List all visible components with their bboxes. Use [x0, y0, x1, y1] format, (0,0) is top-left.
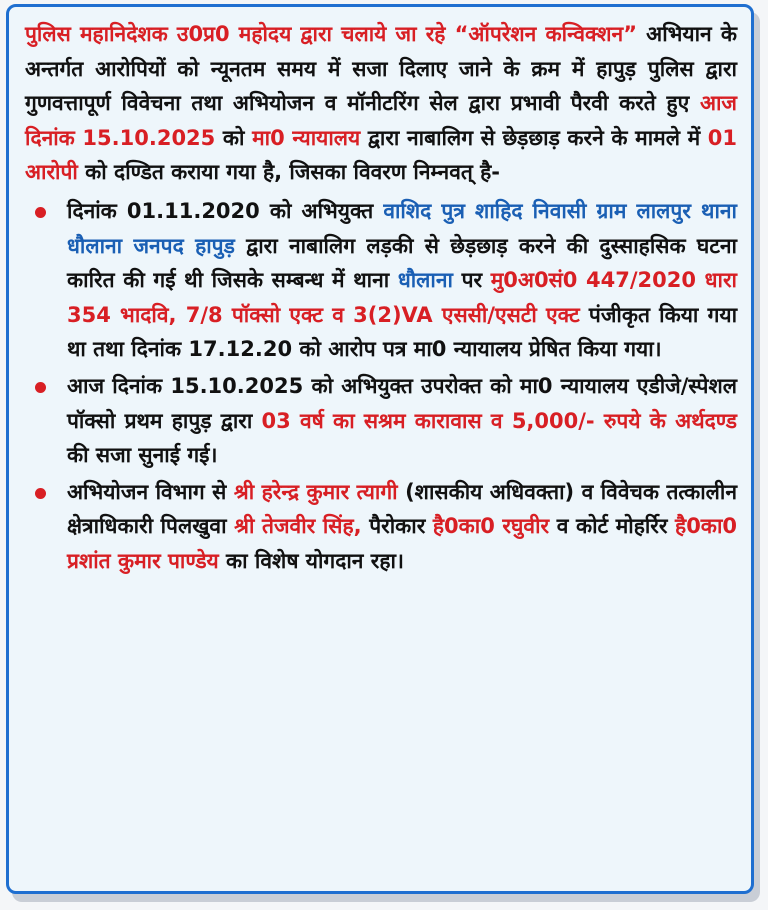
item-text: पर	[452, 268, 491, 293]
item-text: (शासकीय अधिवक्ता) व विवेचक तत्कालीन क्षेत्राधिकारी पिलखुवा	[67, 479, 737, 539]
details-list	[25, 194, 737, 579]
intro-operation-title: पुलिस महानिदेशक उ0प्र0 महोदय द्वारा चलाये जा रहे “ऑपरेशन कन्विक्शन”	[25, 22, 638, 46]
item-text: आज दिनांक 15.10.2025 को अभियुक्त उपरोक्त को मा0 न्यायालय एडीजे/स्पेशल पॉक्सो प्रथम हापुड़ द्वारा	[67, 373, 737, 433]
item-text: पंजीकृत किया गया था तथा दिनांक 17.12.20 को आरोप पत्र मा0 न्यायालय प्रेषित किया गया।	[67, 302, 738, 362]
intro-court: मा0 न्यायालय	[252, 125, 361, 150]
press-note-card	[6, 4, 754, 894]
item-text: अभियोजन विभाग से	[67, 479, 234, 504]
intro-text: को दण्डित कराया गया है, जिसका विवरण निम्नवत् है-	[77, 160, 501, 185]
item-text: पैरोकार	[361, 514, 433, 539]
intro-text: को	[215, 125, 253, 150]
sentence-details: 03 वर्ष का सश्रम कारावास व 5,000/- रुपये के अर्थदण्ड	[261, 408, 737, 433]
bullet-icon	[35, 207, 46, 218]
pairokar-name: है0का0 रघुवीर	[432, 514, 550, 539]
item-text: की सजा सुनाई गई।	[67, 443, 218, 468]
list-item	[25, 475, 737, 579]
intro-text: द्वारा नाबालिग से छेड़छाड़ करने के मामले में	[360, 125, 708, 150]
intro-paragraph	[25, 17, 737, 190]
court-moharrir-name: है0का0 प्रशांत कुमार पाण्डेय	[67, 514, 737, 573]
bullet-icon	[35, 382, 46, 393]
prosecutor-name: श्री हरेन्द्र कुमार त्यागी	[233, 479, 398, 504]
intro-accused-count: 01 आरोपी	[25, 125, 737, 185]
investigator-name: श्री तेजवीर सिंह,	[234, 514, 362, 539]
item-text: दिनांक 01.11.2020 को अभियुक्त	[67, 198, 384, 223]
item-text: व कोर्ट मोहर्रिर	[549, 514, 676, 539]
list-item	[25, 369, 737, 473]
item-text: द्वारा नाबालिग लड़की से छेड़छाड़ करने की दुस्साहसिक घटना कारित की गई थी जिसके सम्बन्ध में थाना	[67, 233, 737, 293]
item-text: का विशेष योगदान रहा।	[218, 548, 404, 573]
police-station: धौलाना	[397, 268, 453, 293]
accused-details: वाशिद पुत्र शाहिद निवासी ग्राम लालपुर थाना धौलाना जनपद हापुड़	[67, 198, 737, 258]
intro-date: आज दिनांक 15.10.2025	[25, 91, 737, 150]
intro-text: अभियान के अन्तर्गत आरोपियों को न्यूनतम समय में सजा दिलाए जाने के क्रम में हापुड़ पुलिस द्वारा गुणवत्तापूर्ण विवेचना तथा अभियोजन व मॉनीटरिंग सेल द्वारा प्रभावी पैरवी करते हुए	[25, 22, 737, 116]
case-sections: मु0अ0सं0 447/2020 धारा 354 भादवि, 7/8 पॉक्सो एक्ट व 3(2)VA एससी/एसटी एक्ट	[67, 268, 737, 327]
bullet-icon	[35, 488, 46, 499]
list-item	[25, 194, 737, 367]
